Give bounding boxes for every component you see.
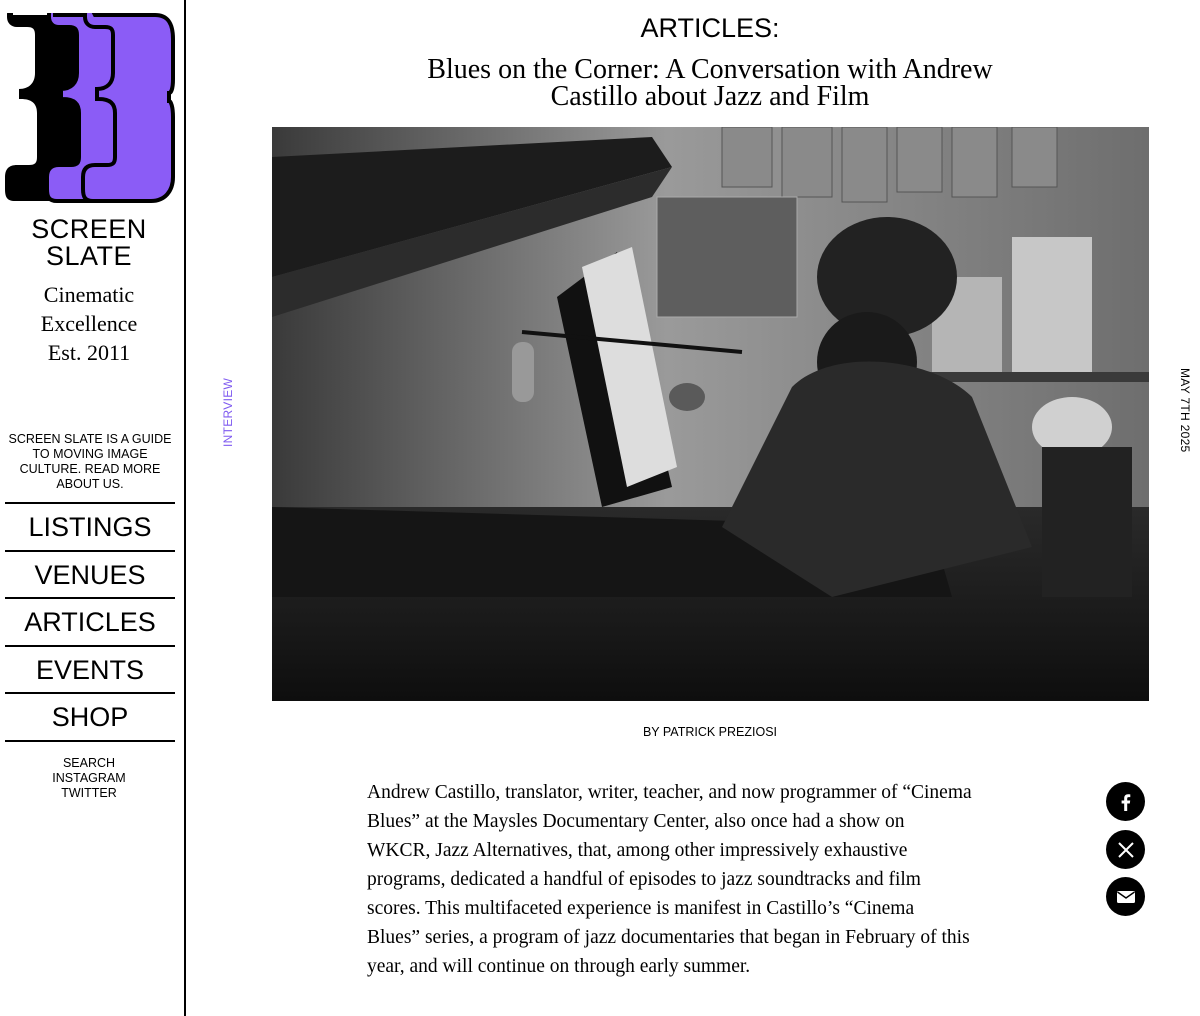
- brand-tagline: [0, 280, 178, 367]
- x-icon: [1117, 841, 1135, 859]
- section-title: ARTICLES:: [640, 13, 780, 43]
- nav-articles[interactable]: ARTICLES: [5, 599, 175, 647]
- nav-listings[interactable]: LISTINGS: [5, 504, 175, 552]
- publish-date: MAY 7TH 2025: [1178, 368, 1192, 453]
- facebook-icon: [1116, 792, 1136, 812]
- sidebar: [0, 0, 186, 1016]
- article-body: Andrew Castillo, translator, writer, teacher, and now programmer of “Cinema Blues” at the Maysles Documentary Center, also once had a show on WKCR, Jazz Alternatives, that, among other impressively exhaustive programs, dedicated a handful of episodes to jazz soundtracks and film scores. This multifaceted experience is manifest in Castillo’s “Cinema Blues” series, a program of jazz documentaries that began in February of this year, and will continue on through early summer.: [367, 782, 972, 977]
- main-nav: [5, 502, 175, 742]
- byline: BY PATRICK PREZIOSI: [642, 725, 778, 739]
- tagline-line1: Cinematic: [43, 282, 135, 307]
- hero-photo: [272, 127, 1149, 701]
- brand-name-line2: SLATE: [45, 241, 133, 271]
- article-title: Blues on the Corner: A Conversation with Andrew Castillo about Jazz and Film: [427, 54, 993, 112]
- email-icon: [1116, 889, 1136, 905]
- brand-name[interactable]: [0, 216, 178, 270]
- tagline-line2: Excellence: [40, 311, 138, 336]
- hero-image: [272, 127, 1149, 701]
- brand-name-line1: SCREEN: [31, 214, 147, 244]
- tagline-line3: Est. 2011: [47, 340, 131, 365]
- share-facebook-button[interactable]: [1106, 782, 1145, 821]
- nav-events[interactable]: EVENTS: [5, 647, 175, 695]
- nav-venues[interactable]: VENUES: [5, 552, 175, 600]
- share-x-button[interactable]: [1106, 830, 1145, 869]
- about-blurb[interactable]: SCREEN SLATE IS A GUIDE TO MOVING IMAGE CULTURE. READ MORE ABOUT US.: [8, 432, 172, 491]
- secondary-links: [0, 756, 178, 801]
- screen-slate-logo[interactable]: [3, 13, 175, 203]
- nav-shop[interactable]: SHOP: [5, 694, 175, 742]
- instagram-link[interactable]: INSTAGRAM: [52, 771, 126, 785]
- twitter-link[interactable]: TWITTER: [61, 786, 117, 800]
- share-email-button[interactable]: [1106, 877, 1145, 916]
- category-tag[interactable]: INTERVIEW: [221, 377, 235, 447]
- search-link[interactable]: SEARCH: [62, 756, 116, 770]
